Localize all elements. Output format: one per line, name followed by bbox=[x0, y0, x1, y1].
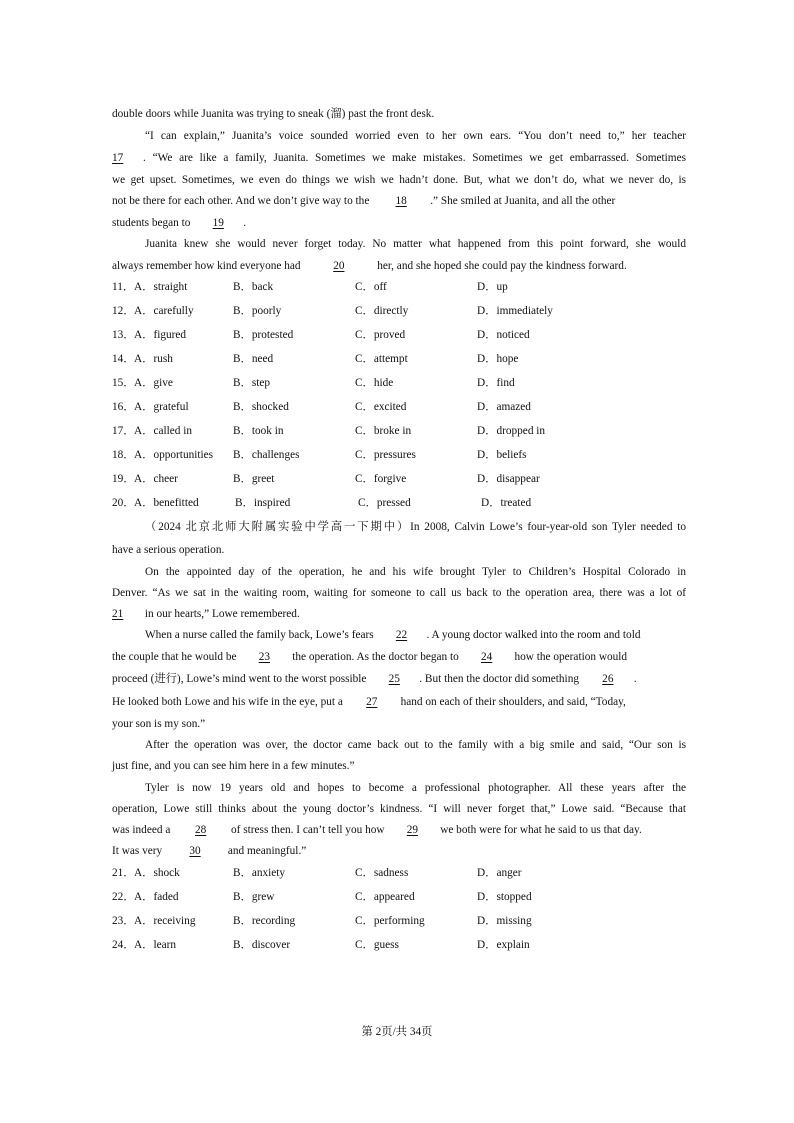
question-number: 19． bbox=[112, 473, 135, 485]
option-a[interactable]: A．receiving bbox=[134, 915, 196, 927]
passage-line bbox=[112, 846, 686, 857]
option-d[interactable]: D．beliefs bbox=[477, 449, 527, 461]
passage-text: .” She smiled at Juanita, and all the other bbox=[430, 195, 616, 207]
passage-source-line: （2024 北京北师大附属实验中学高一下期中）In 2008, Calvin Lowe’s four-year-old son Tyler needed to bbox=[145, 521, 686, 533]
option-b[interactable]: B．step bbox=[233, 377, 271, 389]
passage-text: . bbox=[243, 217, 247, 229]
passage-text: of stress then. I can’t tell you how bbox=[231, 824, 385, 836]
option-b[interactable]: B．took in bbox=[233, 425, 284, 437]
option-a[interactable]: A．grateful bbox=[134, 401, 189, 413]
passage-line: Tyler is now 19 years old and hopes to become a professional photographer. All these years after the bbox=[145, 782, 686, 794]
passage-text: and meaningful.” bbox=[227, 845, 307, 857]
option-d[interactable]: D．disappear bbox=[477, 473, 540, 485]
option-c[interactable]: C．guess bbox=[355, 939, 399, 951]
option-b[interactable]: B．greet bbox=[233, 473, 275, 485]
question-number: 18． bbox=[112, 449, 135, 461]
passage-text: was indeed a bbox=[112, 824, 171, 836]
option-b[interactable]: B．back bbox=[233, 281, 274, 293]
option-d[interactable]: D．treated bbox=[481, 497, 532, 509]
question-number: 12． bbox=[112, 305, 135, 317]
passage-text: hand on each of their shoulders, and said, “Today, bbox=[400, 696, 626, 708]
option-c[interactable]: C．pressures bbox=[355, 449, 416, 461]
option-a[interactable]: A．shock bbox=[134, 867, 180, 879]
option-c[interactable]: C．directly bbox=[355, 305, 409, 317]
passage-line: we get upset. Sometimes, we even do things we wish we hadn’t done. But, what we don’t do, what we never do, is bbox=[112, 174, 686, 186]
passage-text: . But then the doctor did something bbox=[419, 673, 579, 685]
option-a[interactable]: A．called in bbox=[134, 425, 193, 437]
passage-text: how the operation would bbox=[514, 651, 628, 663]
blank-18[interactable]: 18 bbox=[395, 195, 407, 207]
question-number: 15． bbox=[112, 377, 135, 389]
option-c[interactable]: C．off bbox=[355, 281, 387, 293]
option-a[interactable]: A．benefitted bbox=[134, 497, 199, 509]
page-footer: 第 2页/共 34页 bbox=[361, 1026, 433, 1038]
passage-line bbox=[112, 825, 686, 836]
passage-line: your son is my son.” bbox=[112, 718, 206, 730]
blank-17[interactable]: 17 bbox=[112, 152, 124, 164]
passage-line bbox=[112, 218, 686, 229]
question-number: 21． bbox=[112, 867, 135, 879]
passage-text: the operation. As the doctor began to bbox=[292, 651, 459, 663]
question-number: 23． bbox=[112, 915, 135, 927]
option-d[interactable]: D．find bbox=[477, 377, 515, 389]
passage-line: have a serious operation. bbox=[112, 544, 225, 556]
blank-20[interactable]: 20 bbox=[333, 260, 345, 272]
option-c[interactable]: C．attempt bbox=[355, 353, 408, 365]
blank-27[interactable]: 27 bbox=[366, 696, 378, 708]
option-c[interactable]: C．appeared bbox=[355, 891, 415, 903]
blank-29[interactable]: 29 bbox=[406, 824, 418, 836]
passage-text: . “We are like a family, Juanita. Sometimes we make mistakes. Sometimes we get embarrassed. Sometimes bbox=[143, 152, 686, 164]
question-number: 24． bbox=[112, 939, 135, 951]
option-d[interactable]: D．dropped in bbox=[477, 425, 546, 437]
passage-line: On the appointed day of the operation, he and his wife brought Tyler to Children’s Hospital Colorado in bbox=[145, 566, 686, 578]
question-number: 11． bbox=[112, 281, 135, 293]
passage-text: proceed (进行), Lowe’s mind went to the worst possible bbox=[112, 673, 367, 685]
passage-text: we both were for what he said to us that day. bbox=[440, 824, 642, 836]
passage-text: the couple that he would be bbox=[112, 651, 237, 663]
option-a[interactable]: A．opportunities bbox=[134, 449, 214, 461]
option-d[interactable]: D．immediately bbox=[477, 305, 553, 317]
question-number: 14． bbox=[112, 353, 135, 365]
passage-text: When a nurse called the family back, Lowe’s fears bbox=[145, 629, 374, 641]
passage-line: After the operation was over, the doctor came back out to the family with a big smile and said, “Our son is bbox=[145, 739, 686, 751]
option-b[interactable]: B．discover bbox=[233, 939, 291, 951]
option-b[interactable]: B．protested bbox=[233, 329, 294, 341]
passage-line bbox=[112, 652, 686, 663]
option-b[interactable]: B．grew bbox=[233, 891, 275, 903]
blank-19[interactable]: 19 bbox=[212, 217, 224, 229]
passage-line bbox=[112, 196, 686, 207]
option-d[interactable]: D．amazed bbox=[477, 401, 531, 413]
option-a[interactable]: A．carefully bbox=[134, 305, 194, 317]
passage-text: He looked both Lowe and his wife in the eye, put a bbox=[112, 696, 343, 708]
blank-22[interactable]: 22 bbox=[395, 629, 408, 641]
passage-line: double doors while Juanita was trying to sneak (溜) past the front desk. bbox=[112, 108, 435, 120]
option-a[interactable]: A．figured bbox=[134, 329, 187, 341]
option-b[interactable]: B．poorly bbox=[233, 305, 282, 317]
blank-25[interactable]: 25 bbox=[388, 673, 400, 685]
option-a[interactable]: A．cheer bbox=[134, 473, 178, 485]
option-c[interactable]: C．pressed bbox=[358, 497, 411, 509]
option-b[interactable]: B．inspired bbox=[235, 497, 291, 509]
passage-line bbox=[112, 697, 686, 708]
passage-line bbox=[112, 609, 686, 620]
passage-text: always remember how kind everyone had bbox=[112, 260, 301, 272]
option-c[interactable]: C．excited bbox=[355, 401, 407, 413]
passage-text: students began to bbox=[112, 217, 191, 229]
option-d[interactable]: D．stopped bbox=[477, 891, 532, 903]
question-number: 20． bbox=[112, 497, 135, 509]
blank-26[interactable]: 26 bbox=[602, 673, 614, 685]
option-b[interactable]: B．need bbox=[233, 353, 274, 365]
option-b[interactable]: B．shocked bbox=[233, 401, 289, 413]
option-b[interactable]: B．challenges bbox=[233, 449, 300, 461]
question-number: 17． bbox=[112, 425, 135, 437]
passage-text: . A young doctor walked into the room and told bbox=[426, 629, 641, 641]
option-c[interactable]: C．forgive bbox=[355, 473, 407, 485]
passage-text: not be there for each other. And we don’t give way to the bbox=[112, 195, 370, 207]
question-number: 16． bbox=[112, 401, 135, 413]
option-c[interactable]: C．performing bbox=[355, 915, 425, 927]
option-c[interactable]: C．sadness bbox=[355, 867, 409, 879]
passage-line: Denver. “As we sat in the waiting room, waiting for someone to call us back to the operation area, there was a lot of bbox=[112, 587, 686, 599]
option-d[interactable]: D．up bbox=[477, 281, 508, 293]
blank-30[interactable]: 30 bbox=[189, 845, 201, 857]
passage-line: “I can explain,” Juanita’s voice sounded worried even to her own ears. “You don’t need to,” her teacher bbox=[145, 130, 686, 142]
passage-line bbox=[112, 153, 686, 164]
passage-text: It was very bbox=[112, 845, 163, 857]
blank-28[interactable]: 28 bbox=[195, 824, 207, 836]
passage-line bbox=[112, 674, 686, 685]
option-a[interactable]: A．faded bbox=[134, 891, 179, 903]
passage-text: her, and she hoped she could pay the kindness forward. bbox=[377, 260, 627, 272]
option-d[interactable]: D．anger bbox=[477, 867, 522, 879]
option-a[interactable]: A．rush bbox=[134, 353, 173, 365]
option-c[interactable]: C．broke in bbox=[355, 425, 412, 437]
option-b[interactable]: B．anxiety bbox=[233, 867, 286, 879]
option-a[interactable]: A．straight bbox=[134, 281, 188, 293]
passage-text: . bbox=[633, 673, 637, 685]
option-d[interactable]: D．missing bbox=[477, 915, 532, 927]
question-number: 22． bbox=[112, 891, 135, 903]
passage-line bbox=[112, 261, 686, 272]
passage-line: operation, Lowe still thinks about the young doctor’s kindness. “I will never forget that,” Lowe said. “Because that bbox=[112, 803, 686, 815]
option-b[interactable]: B．recording bbox=[233, 915, 296, 927]
question-number: 13． bbox=[112, 329, 135, 341]
passage-line: Juanita knew she would never forget today. No matter what happened from this point forward, she would bbox=[145, 238, 686, 250]
passage-text: in our hearts,” Lowe remembered. bbox=[144, 608, 300, 620]
option-c[interactable]: C．proved bbox=[355, 329, 406, 341]
option-d[interactable]: D．noticed bbox=[477, 329, 530, 341]
blank-24[interactable]: 24 bbox=[480, 651, 493, 663]
option-c[interactable]: C．hide bbox=[355, 377, 394, 389]
option-d[interactable]: D．explain bbox=[477, 939, 530, 951]
passage-line bbox=[145, 630, 686, 641]
passage-line: just fine, and you can see him here in a few minutes.” bbox=[112, 760, 355, 772]
blank-23[interactable]: 23 bbox=[258, 651, 271, 663]
option-a[interactable]: A．give bbox=[134, 377, 173, 389]
option-d[interactable]: D．hope bbox=[477, 353, 519, 365]
option-a[interactable]: A．learn bbox=[134, 939, 177, 951]
blank-21[interactable]: 21 bbox=[112, 608, 124, 620]
